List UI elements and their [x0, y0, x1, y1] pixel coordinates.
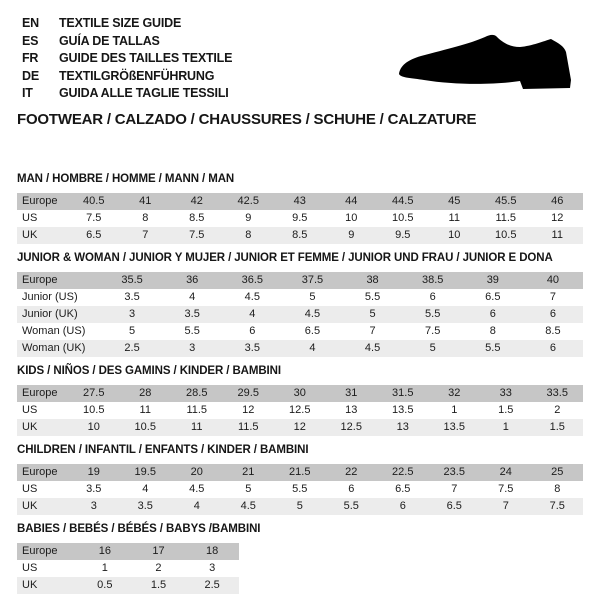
- language-row: [17, 15, 583, 33]
- size-cell: 5.5: [184, 324, 200, 337]
- size-cell: 4.5: [189, 482, 205, 495]
- language-label: TEXTILE SIZE GUIDE: [59, 16, 182, 30]
- size-cell: 6: [249, 324, 256, 337]
- row-label: Europe: [22, 194, 58, 207]
- size-cell: 7: [549, 290, 556, 303]
- size-cell: 8: [554, 482, 561, 495]
- size-cell: 9.5: [292, 211, 308, 224]
- row-label: US: [22, 482, 38, 495]
- row-label: US: [22, 211, 38, 224]
- size-cell: 30: [293, 386, 306, 399]
- size-cell: 22: [345, 465, 358, 478]
- table-title: MAN / HOMBRE / HOMME / MANN / MAN: [17, 172, 235, 185]
- size-cell: 21: [242, 465, 255, 478]
- size-cell: 1: [502, 420, 509, 433]
- size-cell: 18: [206, 544, 219, 557]
- size-cell: 8.5: [545, 324, 561, 337]
- table-title: KIDS / NIÑOS / DES GAMINS / KINDER / BAMBINI: [17, 364, 281, 377]
- size-cell: 13.5: [392, 403, 414, 416]
- size-cell: 37.5: [301, 273, 324, 286]
- size-cell: 5: [245, 482, 252, 495]
- table-row: [17, 289, 583, 306]
- dress-shoe-icon: [398, 34, 572, 90]
- size-cell: 5.5: [364, 290, 381, 303]
- size-table: [17, 385, 583, 436]
- size-cell: 46: [551, 194, 564, 207]
- size-table-section: [17, 173, 583, 244]
- row-label: UK: [22, 499, 38, 512]
- size-cell: 10.5: [134, 420, 156, 433]
- size-cell: 5: [369, 307, 376, 320]
- size-cell: 7.5: [498, 482, 514, 495]
- size-cell: 11.5: [186, 403, 208, 416]
- language-code: IT: [22, 86, 33, 100]
- table-row: [17, 402, 583, 419]
- size-cell: 9: [348, 228, 355, 241]
- size-table: [17, 193, 583, 244]
- size-cell: 4.5: [364, 341, 381, 354]
- size-cell: 22.5: [392, 465, 414, 478]
- row-label: Europe: [22, 273, 58, 286]
- size-cell: 19: [87, 465, 100, 478]
- size-cell: 10.5: [392, 211, 414, 224]
- table-row: [17, 543, 239, 560]
- size-cell: 7: [369, 324, 376, 337]
- row-label: US: [22, 403, 38, 416]
- size-cell: 42.5: [237, 194, 259, 207]
- row-label: Woman (US): [22, 324, 86, 337]
- size-cell: 12: [551, 211, 564, 224]
- size-cell: 0.5: [97, 578, 113, 591]
- size-cell: 8: [142, 211, 149, 224]
- table-row: [17, 227, 583, 244]
- size-cell: 2.5: [124, 341, 140, 354]
- size-cell: 6.5: [86, 228, 102, 241]
- size-cell: 43: [293, 194, 306, 207]
- size-cell: 11: [551, 228, 563, 241]
- row-label: Europe: [22, 386, 58, 399]
- row-label: UK: [22, 228, 38, 241]
- table-row: [17, 340, 583, 357]
- language-code: ES: [22, 33, 39, 48]
- size-cell: 39: [486, 273, 499, 286]
- size-cell: 29.5: [237, 386, 259, 399]
- size-cell: 6: [429, 290, 436, 303]
- size-cell: 4: [142, 482, 149, 495]
- row-label: Europe: [22, 465, 58, 478]
- size-cell: 32: [448, 386, 461, 399]
- size-cell: 36: [186, 273, 199, 286]
- size-cell: 6: [549, 307, 556, 320]
- size-cell: 1.5: [150, 578, 167, 591]
- size-cell: 45: [448, 194, 461, 207]
- language-label: TEXTILGRÖßENFÜHRUNG: [59, 68, 215, 83]
- table-row: [17, 419, 583, 436]
- table-row: [17, 210, 583, 227]
- table-row: [17, 193, 583, 210]
- size-cell: 7.5: [86, 211, 102, 224]
- size-cell: 41: [139, 194, 152, 207]
- size-cell: 5: [296, 499, 303, 512]
- size-cell: 8.5: [189, 211, 205, 224]
- size-cell: 5.5: [425, 307, 441, 320]
- size-cell: 10.5: [83, 403, 105, 416]
- size-cell: 4: [189, 290, 196, 303]
- size-cell: 4.5: [240, 499, 256, 512]
- size-cell: 3.5: [86, 482, 102, 495]
- size-cell: 6: [489, 307, 496, 320]
- size-cell: 4.5: [304, 307, 321, 320]
- size-cell: 16: [98, 544, 111, 557]
- language-code: EN: [22, 16, 39, 30]
- table-row: [17, 560, 239, 577]
- size-cell: 3: [209, 561, 216, 574]
- size-cell: 45.5: [495, 194, 517, 207]
- size-cell: 13.5: [443, 420, 465, 433]
- size-cell: 3.5: [244, 341, 260, 354]
- size-cell: 3: [90, 499, 97, 512]
- size-table-section: [17, 365, 583, 436]
- size-cell: 11.5: [237, 420, 259, 433]
- row-label: US: [22, 561, 38, 574]
- row-label: Woman (UK): [22, 341, 86, 354]
- size-cell: 7: [451, 482, 458, 495]
- size-cell: 7: [142, 228, 149, 241]
- size-cell: 23.5: [443, 465, 465, 478]
- size-cell: 5.5: [292, 482, 308, 495]
- size-cell: 1: [101, 561, 108, 574]
- size-cell: 36.5: [241, 273, 264, 286]
- row-label: Europe: [22, 544, 58, 557]
- size-cell: 11: [139, 403, 151, 416]
- size-cell: 4.5: [244, 290, 260, 303]
- size-cell: 3: [129, 307, 136, 320]
- language-label: GUÍA DE TALLAS: [59, 33, 160, 48]
- size-table: [17, 464, 583, 515]
- row-label: Junior (US): [22, 290, 78, 303]
- size-cell: 44: [345, 194, 358, 207]
- size-cell: 12.5: [340, 420, 362, 433]
- size-table-section: [17, 252, 583, 357]
- size-cell: 19.5: [134, 465, 156, 478]
- size-cell: 9.5: [395, 228, 411, 241]
- size-cell: 6.5: [304, 324, 321, 337]
- size-table-section: [17, 523, 583, 594]
- size-cell: 1.5: [549, 420, 565, 433]
- category-title: FOOTWEAR / CALZADO / CHAUSSURES / SCHUHE / CALZATURE: [17, 110, 477, 128]
- size-cell: 10: [448, 228, 461, 241]
- size-cell: 9: [245, 211, 252, 224]
- size-cell: 38: [366, 273, 379, 286]
- size-cell: 35.5: [121, 273, 143, 286]
- size-cell: 40.5: [83, 194, 105, 207]
- size-table: [17, 272, 583, 357]
- size-cell: 10: [87, 420, 100, 433]
- size-cell: 31: [345, 386, 358, 399]
- size-cell: 10: [345, 211, 358, 224]
- size-cell: 24: [499, 465, 512, 478]
- size-cell: 4: [309, 341, 316, 354]
- size-cell: 3.5: [137, 499, 153, 512]
- size-cell: 27.5: [83, 386, 105, 399]
- size-cell: 2: [554, 403, 561, 416]
- table-title: CHILDREN / INFANTIL / ENFANTS / KINDER / BAMBINI: [17, 443, 309, 456]
- size-cell: 12: [242, 403, 255, 416]
- size-cell: 38.5: [421, 273, 444, 286]
- table-row: [17, 272, 583, 289]
- size-cell: 42: [190, 194, 203, 207]
- size-cell: 13: [345, 403, 358, 416]
- size-cell: 28: [139, 386, 152, 399]
- table-row: [17, 464, 583, 481]
- size-cell: 33: [499, 386, 512, 399]
- table-row: [17, 306, 583, 323]
- size-cell: 31.5: [392, 386, 414, 399]
- language-code: DE: [22, 68, 39, 83]
- size-cell: 10.5: [495, 228, 517, 241]
- size-cell: 6.5: [485, 290, 501, 303]
- size-cell: 5: [129, 324, 136, 337]
- size-cell: 1.5: [498, 403, 514, 416]
- row-label: UK: [22, 578, 38, 591]
- row-label: UK: [22, 420, 38, 433]
- size-cell: 6.5: [395, 482, 411, 495]
- size-cell: 5: [429, 341, 436, 354]
- size-cell: 8: [245, 228, 252, 241]
- table-row: [17, 385, 583, 402]
- size-cell: 6: [348, 482, 355, 495]
- language-code: FR: [22, 51, 39, 65]
- size-cell: 3: [189, 341, 196, 354]
- size-cell: 7.5: [189, 228, 205, 241]
- size-tables-region: [17, 173, 583, 594]
- size-cell: 5.5: [343, 499, 359, 512]
- size-cell: 20: [190, 465, 203, 478]
- table-row: [17, 577, 239, 594]
- size-cell: 2: [155, 561, 162, 574]
- size-cell: 13: [396, 420, 409, 433]
- size-cell: 11.5: [495, 211, 517, 224]
- size-cell: 44.5: [392, 194, 414, 207]
- size-table-section: [17, 444, 583, 515]
- size-cell: 11: [191, 420, 203, 433]
- size-cell: 17: [152, 544, 165, 557]
- size-cell: 8: [489, 324, 496, 337]
- table-title: BABIES / BEBÉS / BÉBÉS / BABYS /BAMBINI: [17, 522, 261, 535]
- table-title: JUNIOR & WOMAN / JUNIOR Y MUJER / JUNIOR ET FEMME / JUNIOR UND FRAU / JUNIOR E DONA: [17, 251, 553, 264]
- size-cell: 3.5: [124, 290, 140, 303]
- size-cell: 5: [309, 290, 316, 303]
- language-label: GUIDA ALLE TAGLIE TESSILI: [59, 86, 229, 100]
- size-cell: 11: [448, 211, 460, 224]
- size-cell: 1: [451, 403, 458, 416]
- size-cell: 33.5: [546, 386, 568, 399]
- size-cell: 21.5: [289, 465, 311, 478]
- size-cell: 6: [549, 341, 556, 354]
- language-label: GUIDE DES TAILLES TEXTILE: [59, 51, 233, 65]
- size-cell: 7: [502, 499, 509, 512]
- table-row: [17, 498, 583, 515]
- size-cell: 4: [249, 307, 256, 320]
- table-row: [17, 481, 583, 498]
- size-cell: 7.5: [425, 324, 441, 337]
- size-cell: 5.5: [485, 341, 501, 354]
- size-cell: 4: [193, 499, 200, 512]
- size-cell: 28.5: [186, 386, 208, 399]
- size-cell: 40: [546, 273, 560, 286]
- size-cell: 6.5: [446, 499, 462, 512]
- size-cell: 12: [293, 420, 306, 433]
- size-cell: 8.5: [292, 228, 308, 241]
- row-label: Junior (UK): [22, 307, 78, 320]
- table-row: [17, 323, 583, 340]
- size-table: [17, 543, 239, 594]
- size-cell: 2.5: [204, 578, 220, 591]
- size-cell: 25: [551, 465, 564, 478]
- size-cell: 6: [399, 499, 406, 512]
- size-cell: 7.5: [549, 499, 565, 512]
- size-cell: 3.5: [184, 307, 200, 320]
- size-cell: 12.5: [289, 403, 311, 416]
